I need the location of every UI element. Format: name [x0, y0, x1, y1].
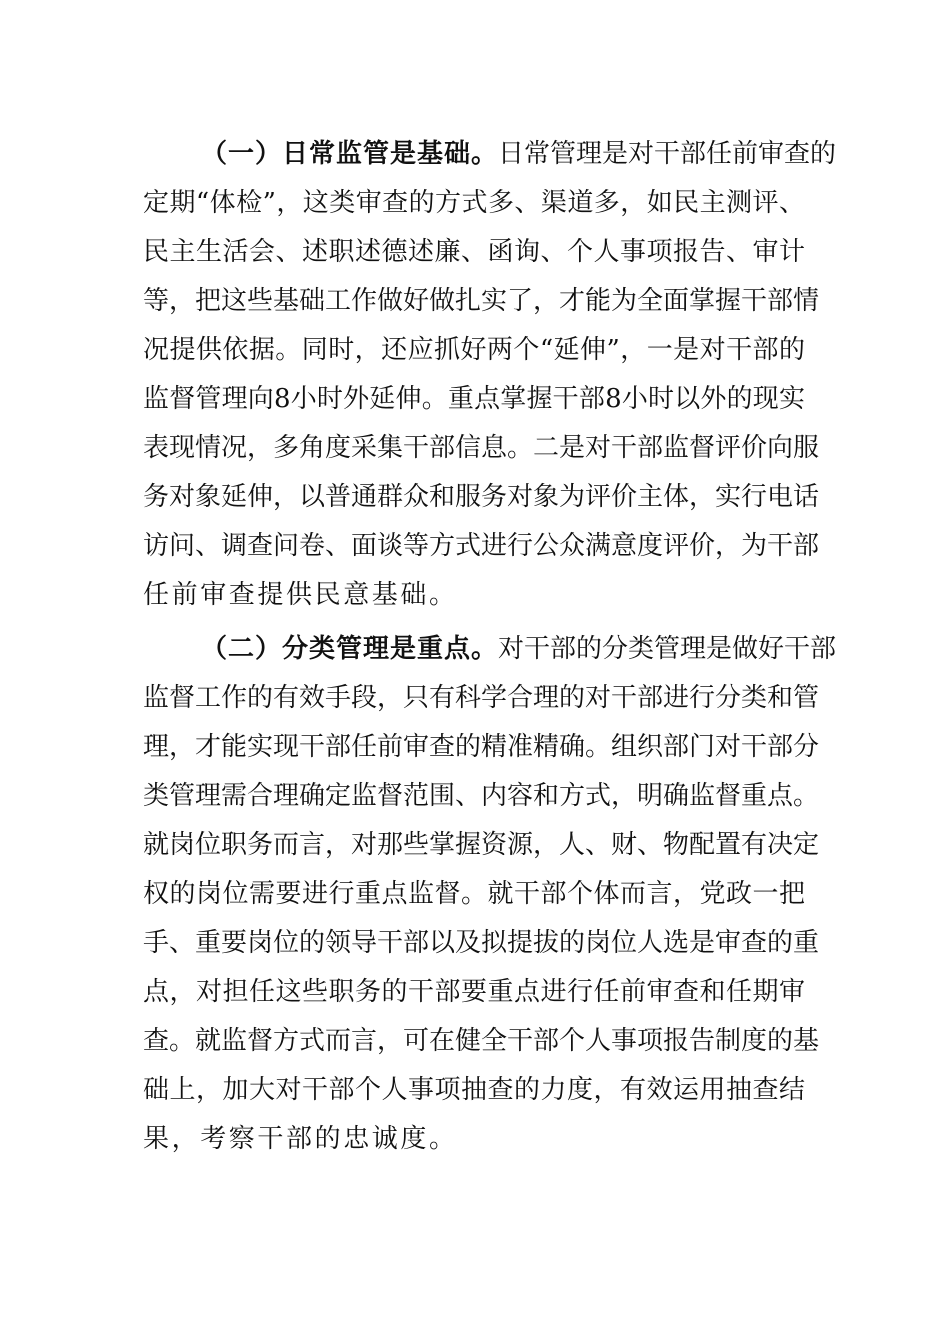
paragraph-line: 权的岗位需要进行重点监督。就干部个体而言，党政一把 [143, 879, 805, 909]
paragraph-line: 就岗位职务而言，对那些掌握资源，人、财、物配置有决定 [143, 830, 820, 860]
paragraph-line: 果，考察干部的忠诚度。 [143, 1124, 458, 1154]
paragraph-line: 民主生活会、述职述德述廉、函询、个人事项报告、审计 [143, 237, 805, 267]
paragraph-line: 监督管理向8小时外延伸。重点掌握干部8小时以外的现实 [143, 384, 805, 414]
paragraph-line: 况提供依据。同时，还应抓好两个“延伸”，一是对干部的 [143, 335, 805, 365]
paragraph-text: 对干部的分类管理是做好干部 [498, 634, 837, 664]
paragraph-line: 定期“体检”，这类审查的方式多、渠道多，如民主测评、 [143, 188, 805, 218]
paragraph-line: 查。就监督方式而言，可在健全干部个人事项报告制度的基 [143, 1026, 820, 1056]
paragraph-line: 础上，加大对干部个人事项抽查的力度，有效运用抽查结 [143, 1075, 805, 1105]
paragraph-line: 类管理需合理确定监督范围、内容和方式，明确监督重点。 [143, 781, 820, 811]
paragraph-line: 手、重要岗位的领导干部以及拟提拔的岗位人选是审查的重 [143, 928, 820, 958]
paragraph-line: 点，对担任这些职务的干部要重点进行任前审查和任期审 [143, 977, 805, 1007]
section-heading: （二）分类管理是重点。 [201, 634, 499, 664]
paragraph-line: 监督工作的有效手段，只有科学合理的对干部进行分类和管 [143, 683, 820, 713]
paragraph-line [201, 134, 837, 174]
paragraph-text: 日常管理是对干部任前审查的 [498, 139, 837, 169]
paragraph-line: 访问、调查问卷、面谈等方式进行公众满意度评价，为干部 [143, 531, 820, 561]
section-heading: （一）日常监管是基础。 [201, 139, 499, 169]
paragraph-line: 表现情况，多角度采集干部信息。二是对干部监督评价向服 [143, 433, 820, 463]
paragraph-line: 务对象延伸，以普通群众和服务对象为评价主体，实行电话 [143, 482, 820, 512]
paragraph-line: 理，才能实现干部任前审查的精准精确。组织部门对干部分 [143, 732, 820, 762]
paragraph-line [201, 629, 837, 669]
paragraph-line: 任前审查提供民意基础。 [143, 580, 458, 610]
paragraph-line: 等，把这些基础工作做好做扎实了，才能为全面掌握干部情 [143, 286, 820, 316]
